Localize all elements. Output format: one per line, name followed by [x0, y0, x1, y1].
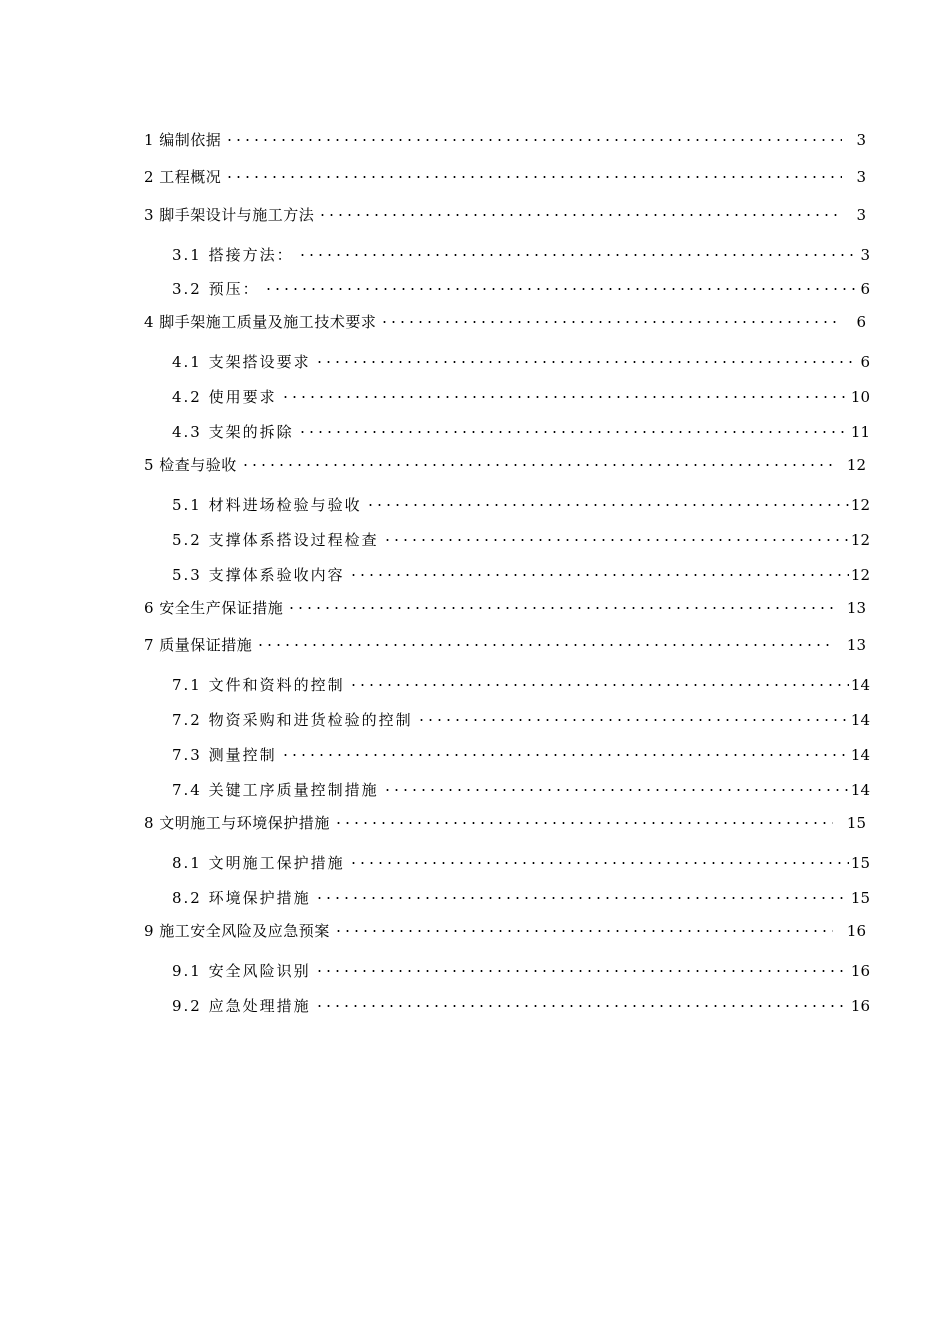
toc-entry-page: 3: [860, 246, 870, 264]
toc-entry[interactable]: [172, 844, 870, 872]
toc-entry-page: 12: [850, 496, 870, 514]
toc-entry-page: 6: [860, 280, 870, 298]
toc-entry-page: 14: [850, 746, 870, 764]
toc-entry-page: 11: [850, 423, 870, 441]
toc-entry-title: 4 脚手架施工质量及施工技术要求: [144, 313, 377, 331]
toc-dot-leader: [298, 413, 849, 437]
toc-entry-page: 16: [850, 997, 870, 1015]
toc-entry-page: 13: [846, 636, 866, 654]
toc-entry-page: 10: [850, 388, 870, 406]
toc-entry-title: 5.3 支撑体系验收内容: [172, 566, 345, 584]
toc-entry-page: 16: [850, 962, 870, 980]
toc-entry-title: 2 工程概况: [144, 168, 222, 186]
toc-dot-leader: [417, 701, 849, 725]
toc-dot-leader: [318, 196, 842, 220]
toc-dot-leader: [334, 804, 833, 828]
toc-entry-title: 4.1 支架搭设要求: [172, 353, 311, 371]
toc-dot-leader: [315, 952, 849, 976]
toc-entry-title: 8.2 环境保护措施: [172, 889, 311, 907]
toc-entry[interactable]: [172, 666, 870, 694]
toc-dot-leader: [281, 736, 849, 760]
toc-entry[interactable]: [172, 413, 870, 441]
toc-entry[interactable]: [172, 270, 870, 298]
toc-entry-page: 6: [856, 313, 866, 331]
toc-entry[interactable]: [172, 987, 870, 1015]
toc-dot-leader: [380, 303, 842, 327]
toc-entry[interactable]: [172, 701, 870, 729]
toc-entry-title: 5 检查与验收: [144, 456, 237, 474]
toc-entry-title: 3.2 预压：: [172, 280, 260, 298]
toc-dot-leader: [366, 486, 849, 510]
toc-entry-title: 5.2 支撑体系搭设过程检查: [172, 531, 379, 549]
toc-dot-leader: [315, 879, 849, 903]
toc-entry-title: 7.2 物资采购和进货检验的控制: [172, 711, 413, 729]
toc-entry-page: 15: [850, 854, 870, 872]
toc-entry[interactable]: [172, 521, 870, 549]
toc-dot-leader: [315, 987, 849, 1011]
toc-entry[interactable]: [172, 236, 870, 264]
toc-entry-title: 4.3 支架的拆除: [172, 423, 294, 441]
toc-entry[interactable]: [172, 378, 870, 406]
toc-entry-page: 12: [850, 531, 870, 549]
toc-entry-title: 7.4 关键工序质量控制措施: [172, 781, 379, 799]
toc-entry[interactable]: [172, 343, 870, 371]
toc-entry-title: 5.1 材料进场检验与验收: [172, 496, 362, 514]
toc-entry[interactable]: [172, 952, 870, 980]
toc-entry-title: 9.1 安全风险识别: [172, 962, 311, 980]
toc-dot-leader: [349, 844, 849, 868]
toc-entry[interactable]: [144, 158, 866, 186]
toc-entry-page: 13: [846, 599, 866, 617]
toc-entry-page: 3: [856, 168, 866, 186]
toc-entry[interactable]: [172, 736, 870, 764]
toc-entry-page: 15: [850, 889, 870, 907]
toc-dot-leader: [298, 236, 859, 260]
toc-entry-page: 3: [856, 131, 866, 149]
toc-entry-title: 6 安全生产保证措施: [144, 599, 284, 617]
toc-entry-title: 3 脚手架设计与施工方法: [144, 206, 315, 224]
toc-entry-page: 12: [850, 566, 870, 584]
toc-entry-page: 14: [850, 781, 870, 799]
toc-entry-title: 8.1 文明施工保护措施: [172, 854, 345, 872]
toc-dot-leader: [281, 378, 849, 402]
toc-dot-leader: [383, 771, 849, 795]
toc-dot-leader: [349, 556, 849, 580]
toc-entry-title: 7.3 测量控制: [172, 746, 277, 764]
toc-entry[interactable]: [144, 804, 866, 832]
toc-entry-page: 3: [856, 206, 866, 224]
toc-entry-page: 16: [846, 922, 866, 940]
toc-entry-title: 3.1 搭接方法：: [172, 246, 294, 264]
toc-entry-page: 6: [860, 353, 870, 371]
toc-entry[interactable]: [144, 626, 866, 654]
toc-entry-title: 7.1 文件和资料的控制: [172, 676, 345, 694]
toc-entry[interactable]: [144, 121, 866, 149]
toc-dot-leader: [383, 521, 849, 545]
toc-entry-title: 7 质量保证措施: [144, 636, 253, 654]
toc-entry-title: 9.2 应急处理措施: [172, 997, 311, 1015]
toc-dot-leader: [225, 158, 842, 182]
toc-entry-page: 14: [850, 711, 870, 729]
toc-entry[interactable]: [172, 486, 870, 514]
toc-dot-leader: [334, 912, 833, 936]
toc-dot-leader: [287, 589, 833, 613]
toc-dot-leader: [241, 446, 833, 470]
toc-dot-leader: [315, 343, 859, 367]
toc-entry[interactable]: [172, 771, 870, 799]
toc-entry-title: 4.2 使用要求: [172, 388, 277, 406]
toc-entry[interactable]: [144, 912, 866, 940]
toc-entry[interactable]: [172, 556, 870, 584]
toc-entry-page: 15: [846, 814, 866, 832]
toc-entry[interactable]: [144, 589, 866, 617]
toc-entry-page: 14: [850, 676, 870, 694]
toc-entry[interactable]: [172, 879, 870, 907]
toc-entry[interactable]: [144, 303, 866, 331]
toc-entry-page: 12: [846, 456, 866, 474]
toc-dot-leader: [264, 270, 859, 294]
toc-dot-leader: [256, 626, 833, 650]
toc-entry-title: 8 文明施工与环境保护措施: [144, 814, 330, 832]
toc-entry[interactable]: [144, 446, 866, 474]
toc-entry-title: 1 编制依据: [144, 131, 222, 149]
toc-dot-leader: [349, 666, 849, 690]
toc-entry-title: 9 施工安全风险及应急预案: [144, 922, 330, 940]
toc-dot-leader: [225, 121, 842, 145]
toc-entry[interactable]: [144, 196, 866, 224]
